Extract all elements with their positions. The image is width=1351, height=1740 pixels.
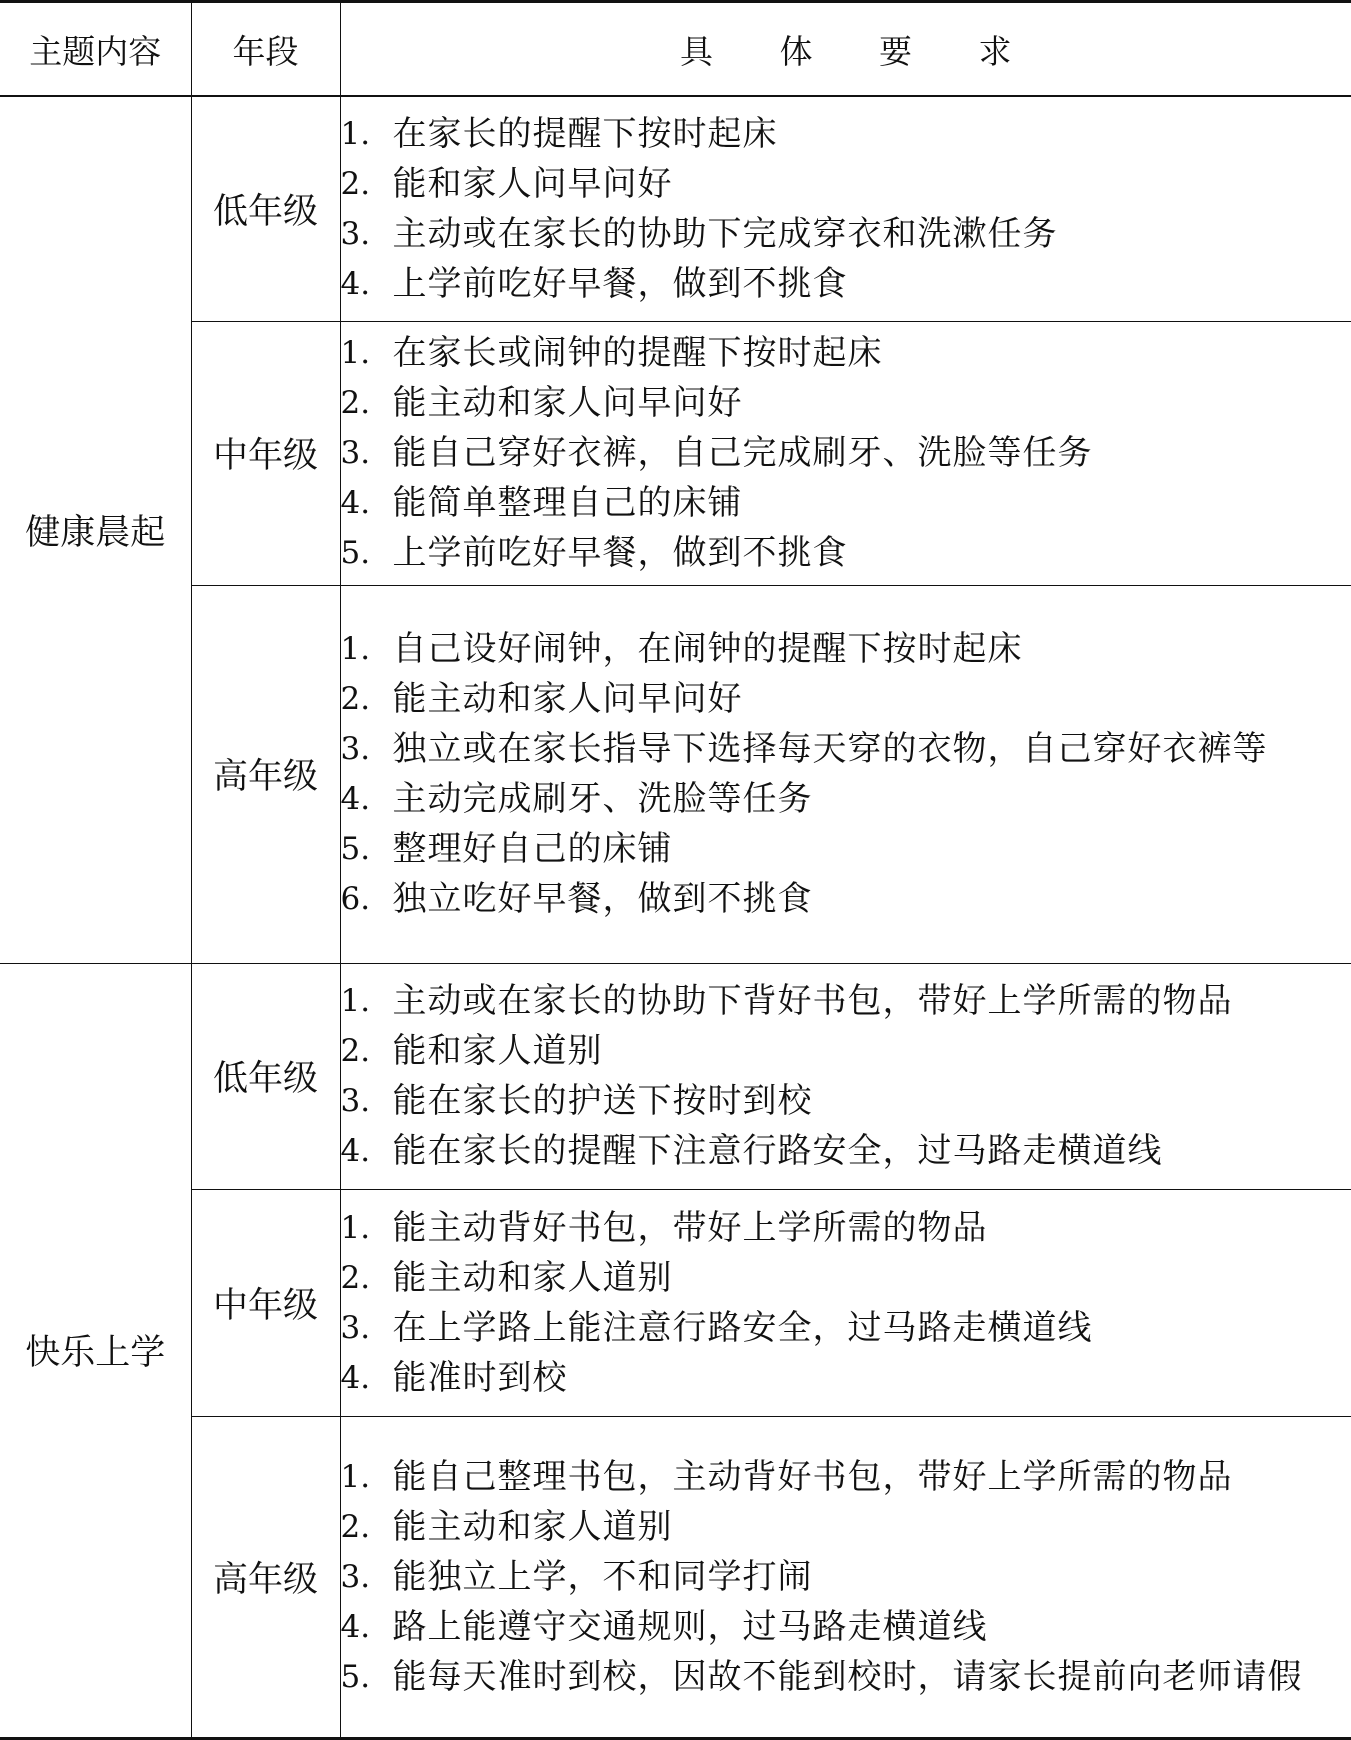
requirement-number: 4. — [341, 478, 393, 528]
grade-cell: 低年级 — [191, 96, 340, 321]
requirement-list — [341, 1452, 1351, 1702]
requirement-item — [341, 674, 1351, 724]
requirement-text: 自己设好闹钟，在闹钟的提醒下按时起床 — [393, 624, 1351, 674]
requirements-cell — [340, 96, 1351, 321]
header-grade: 年段 — [191, 2, 340, 97]
requirement-list — [341, 109, 1351, 309]
requirement-text: 能主动和家人问早问好 — [393, 674, 1351, 724]
grade-cell: 中年级 — [191, 1189, 340, 1416]
requirement-item — [341, 976, 1351, 1026]
requirement-item — [341, 774, 1351, 824]
requirements-cell — [340, 1416, 1351, 1738]
requirement-item — [341, 1203, 1351, 1253]
requirement-number: 1. — [341, 1452, 393, 1502]
requirements-cell — [340, 585, 1351, 963]
requirement-item — [341, 1126, 1351, 1176]
requirement-item — [341, 1026, 1351, 1076]
grade-cell: 高年级 — [191, 585, 340, 963]
requirement-number: 5. — [341, 824, 393, 874]
requirements-cell — [340, 963, 1351, 1189]
requirement-number: 4. — [341, 259, 393, 309]
requirement-number: 1. — [341, 976, 393, 1026]
requirement-text: 独立吃好早餐，做到不挑食 — [393, 874, 1351, 924]
table-row — [0, 1416, 1351, 1738]
requirement-number: 2. — [341, 378, 393, 428]
requirement-number: 4. — [341, 774, 393, 824]
requirement-item — [341, 1602, 1351, 1652]
requirement-number: 4. — [341, 1126, 393, 1176]
requirement-text: 上学前吃好早餐，做到不挑食 — [393, 528, 1351, 578]
requirement-item — [341, 1303, 1351, 1353]
requirement-text: 整理好自己的床铺 — [393, 824, 1351, 874]
requirement-number: 5. — [341, 528, 393, 578]
header-requirements — [340, 2, 1351, 97]
requirement-number: 2. — [341, 674, 393, 724]
requirement-text: 能在家长的护送下按时到校 — [393, 1076, 1351, 1126]
grade-cell: 低年级 — [191, 963, 340, 1189]
requirement-text: 能主动背好书包，带好上学所需的物品 — [393, 1203, 1351, 1253]
requirement-number: 2. — [341, 1253, 393, 1303]
requirement-item — [341, 109, 1351, 159]
theme-cell: 快乐上学 — [0, 963, 191, 1738]
requirement-number: 3. — [341, 1076, 393, 1126]
requirement-number: 2. — [341, 1026, 393, 1076]
requirement-text: 能和家人道别 — [393, 1026, 1351, 1076]
requirement-text: 主动或在家长的协助下完成穿衣和洗漱任务 — [393, 209, 1351, 259]
requirement-text: 能在家长的提醒下注意行路安全，过马路走横道线 — [393, 1126, 1351, 1176]
requirement-number: 4. — [341, 1602, 393, 1652]
requirement-text: 主动完成刷牙、洗脸等任务 — [393, 774, 1351, 824]
requirement-number: 3. — [341, 209, 393, 259]
requirement-number: 3. — [341, 1303, 393, 1353]
requirement-number: 5. — [341, 1652, 393, 1702]
table-row — [0, 321, 1351, 585]
requirement-text: 在上学路上能注意行路安全，过马路走横道线 — [393, 1303, 1351, 1353]
requirement-item — [341, 528, 1351, 578]
requirement-text: 能和家人问早问好 — [393, 159, 1351, 209]
requirement-item — [341, 378, 1351, 428]
requirement-text: 能自己穿好衣裤，自己完成刷牙、洗脸等任务 — [393, 428, 1351, 478]
requirement-text: 主动或在家长的协助下背好书包，带好上学所需的物品 — [393, 976, 1351, 1026]
requirement-number: 6. — [341, 874, 393, 924]
requirement-item — [341, 478, 1351, 528]
table-row — [0, 963, 1351, 1189]
requirement-number: 3. — [341, 724, 393, 774]
requirement-number: 1. — [341, 109, 393, 159]
header-theme: 主题内容 — [0, 2, 191, 97]
requirement-text: 能每天准时到校，因故不能到校时，请家长提前向老师请假 — [393, 1652, 1351, 1702]
grade-cell: 中年级 — [191, 321, 340, 585]
requirement-number: 3. — [341, 1552, 393, 1602]
requirement-number: 1. — [341, 624, 393, 674]
table-row — [0, 96, 1351, 321]
requirement-text: 路上能遵守交通规则，过马路走横道线 — [393, 1602, 1351, 1652]
requirement-number: 2. — [341, 1502, 393, 1552]
requirement-number: 2. — [341, 159, 393, 209]
requirement-text: 能自己整理书包，主动背好书包，带好上学所需的物品 — [393, 1452, 1351, 1502]
requirement-item — [341, 824, 1351, 874]
requirement-text: 上学前吃好早餐，做到不挑食 — [393, 259, 1351, 309]
requirement-text: 能主动和家人问早问好 — [393, 378, 1351, 428]
requirement-item — [341, 874, 1351, 924]
requirement-list — [341, 976, 1351, 1176]
requirement-list — [341, 328, 1351, 578]
requirement-item — [341, 1502, 1351, 1552]
requirement-text: 能主动和家人道别 — [393, 1253, 1351, 1303]
requirement-number: 4. — [341, 1353, 393, 1403]
header-row — [0, 2, 1351, 97]
requirement-item — [341, 1652, 1351, 1702]
requirement-item — [341, 159, 1351, 209]
table-row — [0, 585, 1351, 963]
header-requirements-label: 具 体 要 求 — [652, 32, 1039, 71]
requirement-number: 1. — [341, 1203, 393, 1253]
requirement-text: 能准时到校 — [393, 1353, 1351, 1403]
requirement-item — [341, 209, 1351, 259]
requirement-item — [341, 1076, 1351, 1126]
requirement-text: 在家长的提醒下按时起床 — [393, 109, 1351, 159]
requirement-item — [341, 328, 1351, 378]
requirement-item — [341, 1552, 1351, 1602]
requirement-number: 1. — [341, 328, 393, 378]
requirement-text: 在家长或闹钟的提醒下按时起床 — [393, 328, 1351, 378]
requirement-number: 3. — [341, 428, 393, 478]
grade-cell: 高年级 — [191, 1416, 340, 1738]
requirement-item — [341, 259, 1351, 309]
requirement-item — [341, 624, 1351, 674]
requirement-text: 能主动和家人道别 — [393, 1502, 1351, 1552]
requirement-list — [341, 624, 1351, 924]
requirements-cell — [340, 321, 1351, 585]
requirement-list — [341, 1203, 1351, 1403]
requirement-text: 能简单整理自己的床铺 — [393, 478, 1351, 528]
table-row — [0, 1189, 1351, 1416]
requirement-text: 能独立上学，不和同学打闹 — [393, 1552, 1351, 1602]
table-body — [0, 96, 1351, 1738]
requirement-text: 独立或在家长指导下选择每天穿的衣物，自己穿好衣裤等 — [393, 724, 1351, 774]
requirement-item — [341, 1452, 1351, 1502]
theme-cell: 健康晨起 — [0, 96, 191, 963]
requirements-cell — [340, 1189, 1351, 1416]
requirement-item — [341, 724, 1351, 774]
requirement-item — [341, 1353, 1351, 1403]
requirement-item — [341, 1253, 1351, 1303]
requirement-item — [341, 428, 1351, 478]
